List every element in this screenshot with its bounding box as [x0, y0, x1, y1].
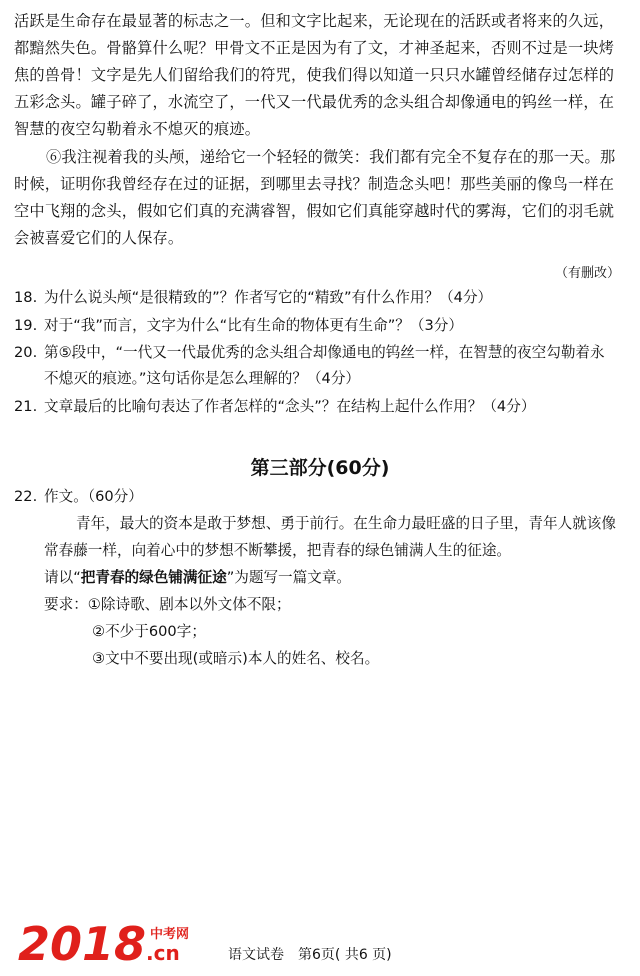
question-22-header — [14, 483, 628, 510]
logo-year: 2018 — [18, 918, 147, 966]
page-footer: 语文试卷 第6页( 共6 页) — [228, 947, 392, 963]
question-text-line2: 不熄灭的痕迹。”这句话你是怎么理解的？（4分） — [44, 370, 361, 387]
reading-paragraph-5-end — [14, 8, 628, 143]
essay-title: 把青春的绿色铺满征途 — [80, 569, 227, 586]
question-19 — [14, 313, 628, 339]
logo-domain: .cn — [146, 941, 180, 965]
essay-prompt: 青年，最大的资本是敢于梦想、勇于前行。在生命力最旺盛的日子里，青年人就该像常春藤一样，向着心中的梦想不断攀援，把青春的绿色铺满人生的征途。 — [44, 515, 616, 559]
question-number: 21. — [14, 398, 38, 415]
question-21 — [14, 394, 628, 420]
paragraph-text: 活跃是生命存在最显著的标志之一。但和文字比起来，无论现在的活跃或者将来的久远，都黯然失色。骨骼算什么呢？甲骨文不正是因为有了文，才神圣起来，否则不过是一块烤焦的兽骨！文字是先人们留给我们的符咒，使我们得以知道一只只水罐曾经储存过怎样的五彩念头。罐子碎了，水流空了，一代又一代最优秀的念头组合却像通电的钨丝一样，在智慧的夜空勾勒着永不熄灭的痕迹。 — [14, 12, 615, 138]
instruction-post: ”为题写一篇文章。 — [226, 569, 352, 586]
requirement-2: ②不少于600字； — [92, 623, 206, 640]
requirement-1 — [14, 591, 628, 618]
requirement-3: ③文中不要出现(或暗示)本人的姓名、校名。 — [92, 650, 380, 667]
question-number: 22. — [14, 488, 38, 505]
question-18 — [14, 285, 628, 311]
instruction-pre: 请以“ — [44, 569, 81, 586]
reading-paragraph-6 — [14, 144, 628, 252]
essay-question — [14, 483, 628, 672]
question-number: 18. — [14, 289, 38, 306]
requirement-label: 要求： — [44, 596, 88, 613]
question-text: 对于“我”而言，文字为什么“比有生命的物体更有生命”？（3分） — [44, 317, 463, 334]
question-text: 为什么说头颅“是很精致的”？作者写它的“精致”有什么作用？（4分） — [44, 289, 493, 306]
essay-instruction — [14, 564, 628, 591]
question-number: 20. — [14, 344, 38, 361]
paragraph-text: ⑥我注视着我的头颅，递给它一个轻轻的微笑：我们都有完全不复存在的那一天。那时候，证明你我曾经存在过的证据，到哪里去寻找？制造念头吧！那些美丽的像鸟一样在空中飞翔的念头，假如它们真的充满睿智，假如它们真能穿越时代的雾海，它们的羽毛就会被喜爱它们的人保存。 — [14, 148, 616, 247]
zhongkao-logo — [18, 918, 208, 966]
question-text-line1: 第⑤段中，“一代又一代最优秀的念头组合却像通电的钨丝一样，在智慧的夜空勾勒着永 — [44, 344, 605, 361]
question-20 — [14, 340, 628, 392]
question-text: 文章最后的比喻句表达了作者怎样的“念头”？在结构上起什么作用？（4分） — [44, 398, 536, 415]
requirement-text: ①除诗歌、剧本以外文体不限； — [87, 596, 291, 613]
section-three-title: 第三部分(60分) — [250, 457, 390, 479]
logo-site-name: 中考网 — [150, 927, 190, 942]
question-number: 19. — [14, 317, 38, 334]
question-22-label: 作文。（60分） — [44, 488, 143, 505]
edit-note: （有删改） — [554, 266, 620, 281]
